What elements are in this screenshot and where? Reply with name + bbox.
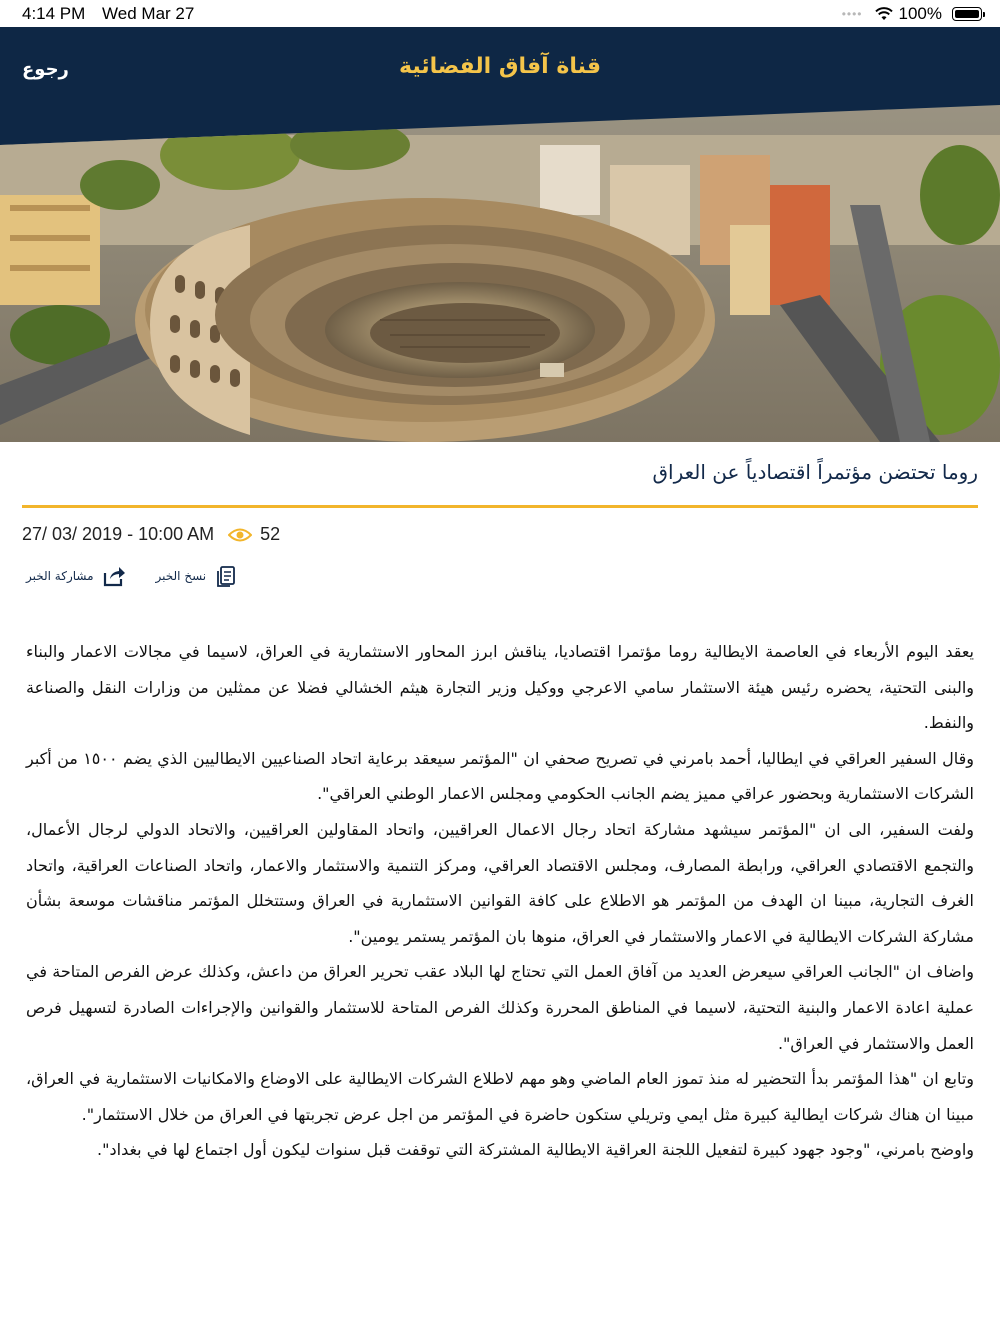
title-divider (22, 505, 978, 508)
article-hero-image (0, 105, 1000, 442)
article-paragraph: ولفت السفير، الى ان "المؤتمر سيشهد مشاركة اتحاد رجال الاعمال العراقيين، واتحاد المقاولين العراقيين، والاتحاد الدولي لرجال الأعمال، والتجمع الاقتصادي العراقي، ورابطة المصارف، ومجلس الاقتصاد العراقي، ومركز التنمية والاستثمار والاعمار، واتحاد الصناعات العراقية، واتحاد الغرف التجارية، مبينا ان الهدف من المؤتمر هو الاطلاع على كافة القوانين الاستثمارية في العراق وستتخلل المؤتمر مناقشات موسعة بشأن مشاركة الشركات الايطالية في الاعمار والاستثمار في العراق، منوها بان المؤتمر يستمر يومين". (26, 819, 974, 946)
copy-article-button[interactable] (156, 564, 239, 588)
copy-article-label: نسخ الخبر (155, 569, 207, 583)
article-paragraph: وقال السفير العراقي في ايطاليا، أحمد بامرني في تصريح صحفي ان "المؤتمر سيعقد برعاية اتحاد الصناعيين الايطاليين الذي يضم ١٥٠٠ من أكبر الشركات الاستثمارية وبحضور عراقي مميز يضم الجانب الحكومي ومجلس الاعمار الوطني العراقي". (26, 748, 974, 804)
article-body (26, 634, 974, 1168)
article-title: روما تحتضن مؤتمراً اقتصادياً عن العراق (652, 460, 978, 484)
article-paragraph: وتابع ان "هذا المؤتمر بدأ التحضير له منذ تموز العام الماضي وهو مهم لاطلاع الشركات الايطالية على الاوضاع والامكانيات الاستثمارية في العراق، مبينا ان هناك شركات ايطالية كبيرة مثل ايمي وتريلي ستكون حاضرة في المؤتمر من اجل عرض تجربتها في العراق من خلال الاستثمار". (26, 1069, 974, 1124)
status-left (22, 4, 206, 24)
article-paragraph: واضاف ان "الجانب العراقي سيعرض العديد من آفاق العمل التي تحتاج لها البلاد عقب تحرير العراق من داعش، وكذلك عرض الفرص المتاحة في عملية اعادة الاعمار والبنية التحتية، لاسيما في المناطق المحررة وكذلك الفرص المتاحة للاستثمار والقوانين والإجراءات الصادرة لتسهيل فرص العمل والاستثمار في العراق". (26, 962, 974, 1053)
status-date: Wed Mar 27 (102, 4, 195, 23)
status-right (842, 4, 982, 24)
share-article-label: مشاركة الخبر (26, 569, 94, 583)
article-paragraph: يعقد اليوم الأربعاء في العاصمة الايطالية روما مؤتمرا اقتصاديا، يناقش ابرز المحاور الاستثمارية في العراق، لاسيما في مجالات الاعمار والبناء والبنى التحتية، يحضره رئيس هيئة الاستثمار سامي الاعرجي ووكيل وزير التجارة هيثم الخشالي فضلا عن ممثلين من وزارات النقل والصناعة والنفط. (26, 642, 974, 733)
wifi-icon (875, 7, 893, 21)
status-bar (0, 0, 1000, 27)
views-count: 52 (260, 524, 281, 544)
battery-percent: 100% (898, 4, 942, 23)
colosseum-image (0, 105, 1000, 442)
article-actions (26, 564, 238, 588)
share-icon (102, 564, 126, 588)
copy-icon (214, 564, 238, 588)
back-button[interactable]: رجوع (22, 59, 69, 80)
article-datetime: 27/ 03/ 2019 - 10:00 AM (22, 524, 215, 544)
share-article-button[interactable] (26, 564, 126, 588)
channel-title: قناة آفاق الفضائية (399, 54, 601, 79)
article-paragraph: واوضح بامرني، "وجود جهود كبيرة لتفعيل اللجنة العراقية الايطالية المشتركة التي توقفت قبل سنوات ليكون أول اجتماع لها في بغداد". (97, 1140, 974, 1160)
status-time: 4:14 PM (22, 4, 86, 23)
article-meta (22, 524, 280, 545)
signal-icon: •••• (841, 7, 863, 21)
eye-icon (228, 527, 252, 543)
battery-icon (952, 7, 982, 21)
